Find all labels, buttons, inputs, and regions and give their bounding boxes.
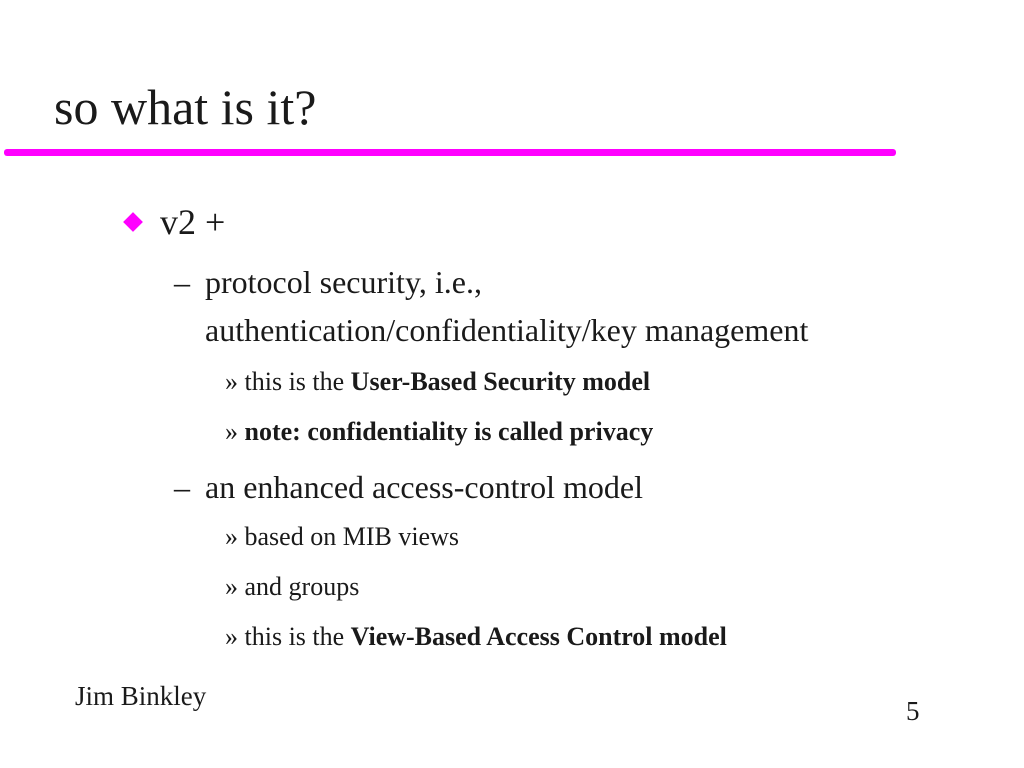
bullet-level3-privacy-note [225,419,653,445]
bullet-level2-text-line2: authentication/confidentiality/key management [205,312,809,348]
chevron-marker: » [225,417,238,446]
page-number: 5 [906,696,920,726]
bullet-level3-usm [225,369,650,395]
chevron-marker: » [225,522,238,551]
chevron-marker: » [225,572,238,601]
title-underline [4,149,896,156]
bullet-level3-plain: this is the [238,367,351,396]
dash-marker: – [174,469,190,505]
magenta-diamond-icon [123,212,143,232]
chevron-marker: » [225,622,238,651]
bullet-level2-text: an enhanced access-control model [205,469,644,505]
bullet-level3-bold: User-Based Security model [350,367,651,396]
bullet-level3-plain: based on MIB views [238,522,459,551]
bullet-level3-groups [225,574,359,600]
chevron-marker: » [225,367,238,396]
bullet-level3-bold: View-Based Access Control model [350,622,727,651]
bullet-level2-text-line1: protocol security, i.e., [205,264,482,300]
bullet-level3-plain: this is the [238,622,351,651]
bullet-level1-text: v2 + [160,202,226,242]
bullet-level3-bold: note: confidentiality is called privacy [244,417,654,446]
dash-marker: – [174,264,190,300]
footer-author: Jim Binkley [75,681,207,711]
bullet-level3-plain: and groups [238,572,360,601]
slide-title: so what is it? [54,79,317,135]
bullet-level3-vacm [225,624,727,650]
bullet-level3-mib-views [225,524,459,550]
